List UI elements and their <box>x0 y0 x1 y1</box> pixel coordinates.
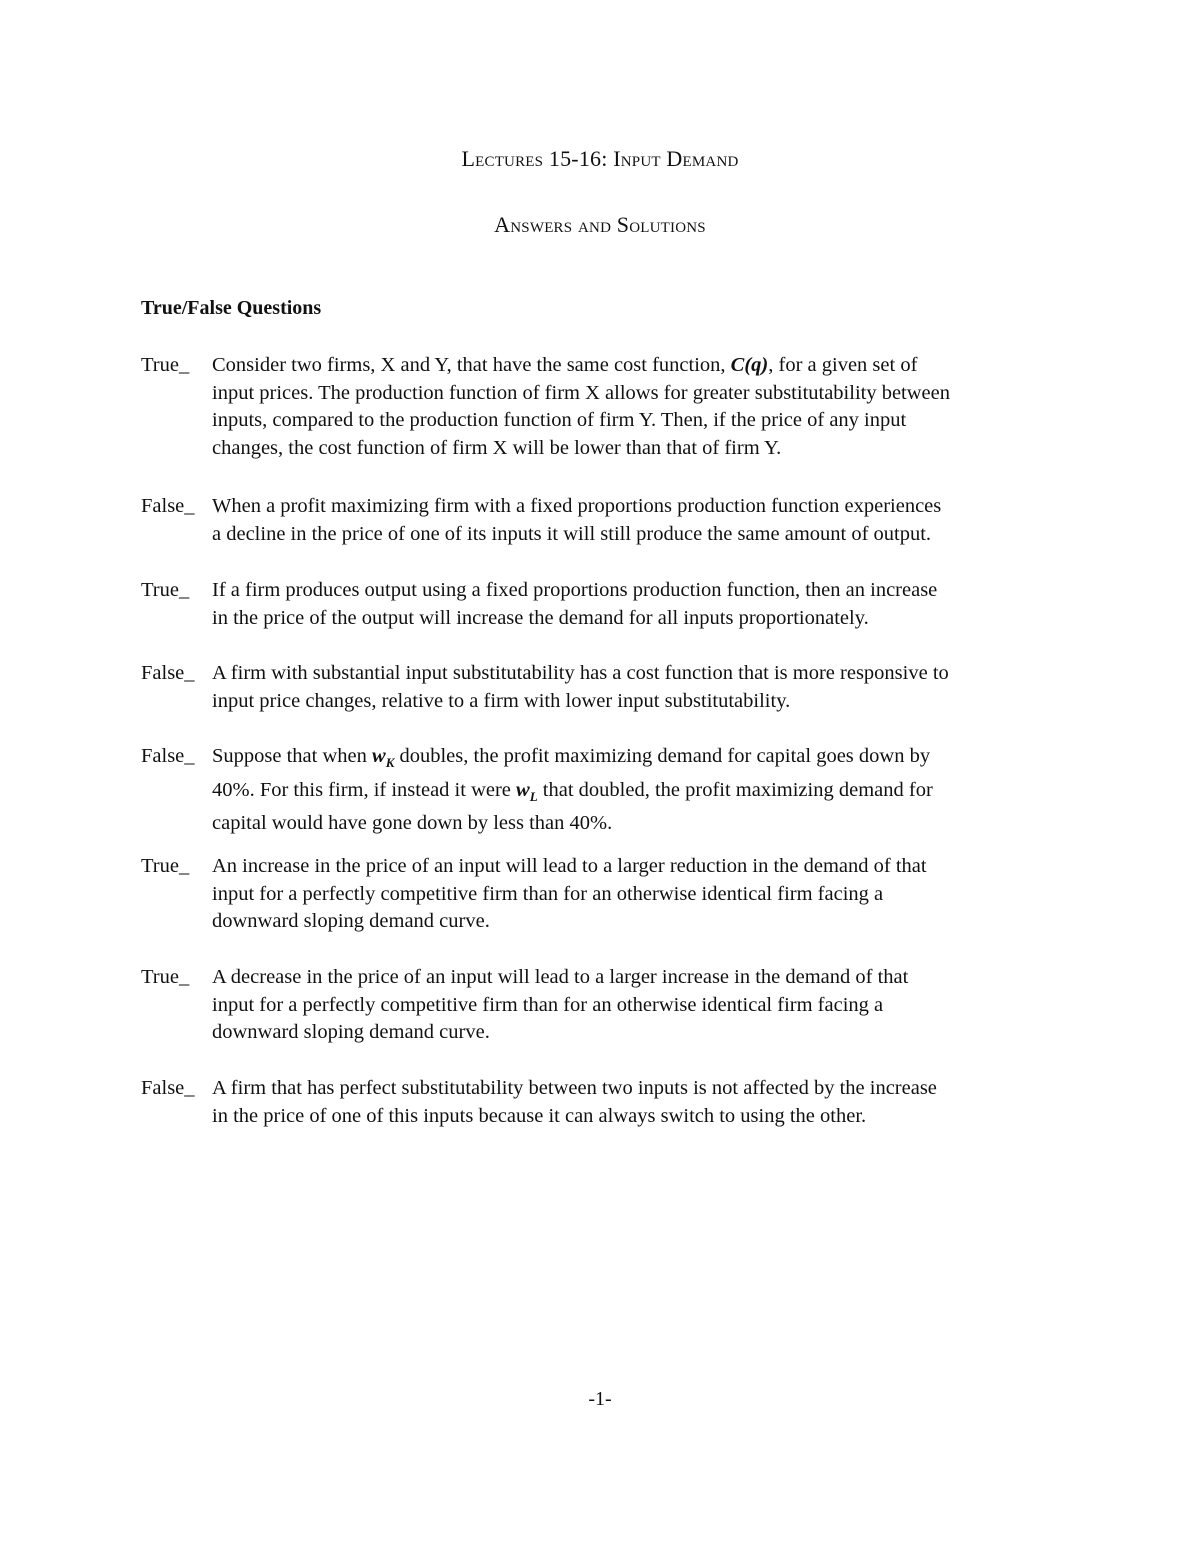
question-text: Consider two firms, X and Y, that have the same cost function, <box>212 354 731 376</box>
question-text: capital would have gone down by less than 40%. <box>212 812 613 835</box>
math-symbol: w <box>372 745 386 767</box>
question-text: 40%. For this firm, if instead it were <box>212 778 517 801</box>
question-text: Suppose that when <box>212 745 372 767</box>
question-line <box>141 853 1071 881</box>
question-text: If a firm produces output using a fixed proportions production function, then an increase <box>212 579 938 601</box>
answer-label: True_ <box>141 579 190 601</box>
math-symbol: C(q) <box>730 354 769 376</box>
question-text: downward sloping demand curve. <box>212 910 490 933</box>
question-item <box>141 964 1071 1047</box>
question-line <box>141 660 1071 688</box>
question-text: When a profit maximizing firm with a fixed proportions production function experiences <box>212 495 942 517</box>
math-subscript: K <box>385 755 395 770</box>
question-line <box>141 908 1071 936</box>
question-item <box>141 660 1071 715</box>
question-item <box>141 1075 1071 1130</box>
question-line <box>141 688 1071 716</box>
question-line <box>141 743 1071 777</box>
question-text: a decline in the price of one of its inputs it will still produce the same amount of output. <box>212 522 932 545</box>
document-title: Lectures 15-16: Input Demand <box>461 146 739 171</box>
math-symbol: w <box>516 778 530 801</box>
question-line <box>141 493 1071 521</box>
question-text: An increase in the price of an input will lead to a larger reduction in the demand of that <box>212 855 927 877</box>
answer-label: True_ <box>141 855 190 877</box>
question-text: , for a given set of <box>768 354 918 376</box>
question-text: inputs, compared to the production function of firm Y. Then, if the price of any input <box>212 409 907 432</box>
answer-label: False_ <box>141 745 195 767</box>
question-text: downward sloping demand curve. <box>212 1021 490 1044</box>
question-line <box>141 992 1071 1020</box>
answer-label: True_ <box>141 966 190 988</box>
question-line <box>141 777 1071 811</box>
answer-label: False_ <box>141 662 195 684</box>
question-text: in the price of the output will increase the demand for all inputs proportionately. <box>212 606 869 629</box>
question-line <box>141 435 1071 463</box>
question-text: changes, the cost function of firm X will be lower than that of firm Y. <box>212 436 782 459</box>
question-line <box>141 881 1071 909</box>
question-line <box>141 605 1071 633</box>
question-text: that doubled, the profit maximizing demand for <box>537 778 933 801</box>
question-line <box>141 380 1071 408</box>
question-text: A firm that has perfect substitutability between two inputs is not affected by the increase <box>212 1077 937 1099</box>
question-line <box>141 1075 1071 1103</box>
question-line <box>141 352 1071 380</box>
question-line <box>141 577 1071 605</box>
question-text: input for a perfectly competitive firm than for an otherwise identical firm facing a <box>212 993 884 1016</box>
document-subtitle: Answers and Solutions <box>494 212 706 237</box>
question-line <box>141 407 1071 435</box>
question-line <box>141 964 1071 992</box>
section-heading: True/False Questions <box>141 297 322 319</box>
question-line <box>141 1103 1071 1131</box>
page-number: -1- <box>588 1388 612 1410</box>
question-line <box>141 1019 1071 1047</box>
question-text: input price changes, relative to a firm with lower input substitutability. <box>212 689 791 712</box>
answer-label: True_ <box>141 354 190 376</box>
question-line <box>141 521 1071 549</box>
question-line <box>141 810 1071 838</box>
question-item <box>141 493 1071 548</box>
math-subscript: L <box>529 788 538 804</box>
question-item <box>141 577 1071 632</box>
question-text: A firm with substantial input substitutability has a cost function that is more responsive to <box>212 662 949 684</box>
question-text: input prices. The production function of firm X allows for greater substitutability between <box>212 381 951 404</box>
question-text: input for a perfectly competitive firm than for an otherwise identical firm facing a <box>212 882 884 905</box>
answer-label: False_ <box>141 495 195 517</box>
question-text: doubles, the profit maximizing demand for capital goes down by <box>394 745 931 767</box>
question-item <box>141 853 1071 936</box>
answer-label: False_ <box>141 1077 195 1099</box>
question-item <box>141 352 1071 462</box>
question-text: A decrease in the price of an input will lead to a larger increase in the demand of that <box>212 966 909 988</box>
question-item <box>141 743 1071 838</box>
question-text: in the price of one of this inputs because it can always switch to using the other. <box>212 1104 867 1127</box>
